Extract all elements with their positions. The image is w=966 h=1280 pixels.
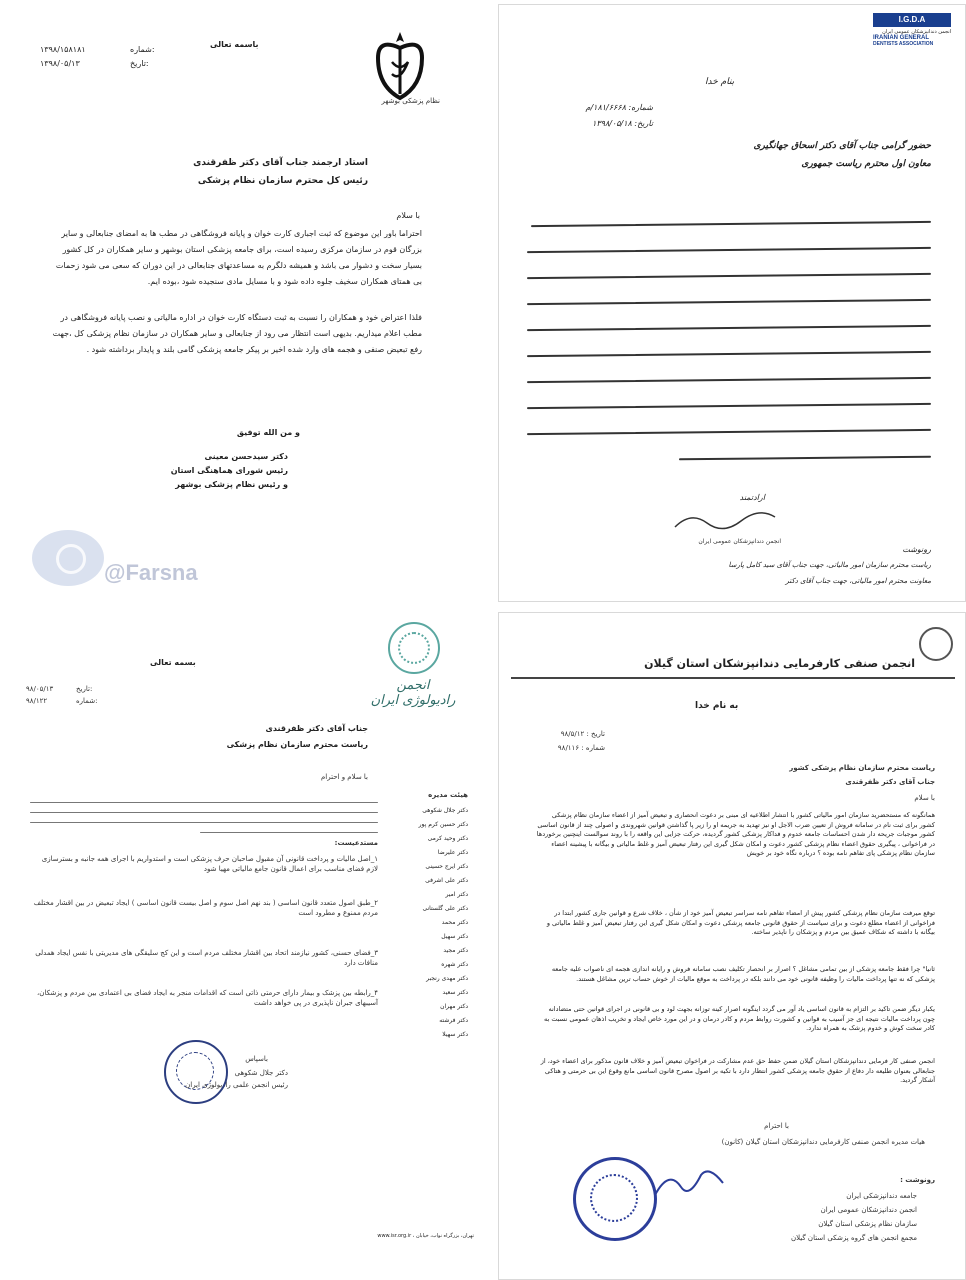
recipient-line-1: استاد ارجمند جناب آقای دکتر ظفرقندی	[193, 158, 368, 168]
cc-label: رونوشت	[902, 545, 931, 554]
watermark-text: @Farsna	[104, 560, 198, 585]
org-name: انجمن رادیولوژی ایران	[370, 678, 456, 708]
signer-title-1: رئیس شورای هماهنگی استان	[170, 466, 288, 475]
body-paragraph-3: ثانیا" چرا فقط جامعه پزشکی از بین تمامی مشاغل ؟ اصرار بر انحصار تکلیف نصب سامانه فروش و رایانه اندازی هجمه ای ناصواب علیه جامعه پزشکی که نه تنها پرداخت مالیات را وظیفه قانونی خود می دانند بلکه در پرداخت به موقع مالیات از خوش حساب ترین مشاغل هستند.	[551, 965, 935, 983]
recipient-line-1: جناب آقای دکتر ظفرقندی	[265, 724, 368, 733]
letter-radiology	[0, 612, 488, 1280]
basmala: بسمه تعالی	[150, 658, 196, 667]
date-value: ۱۳۹۸/۰۵/۱۳	[40, 59, 80, 68]
closing: با احترام	[764, 1122, 789, 1130]
basmala: بنام خدا	[705, 77, 735, 87]
farsna-logo-icon	[32, 530, 104, 586]
recipient-line-2: رئیس کل محترم سازمان نظام پزشکی	[197, 176, 368, 186]
closing: ارادتمند	[739, 493, 765, 502]
date-label: تاریخ:	[76, 685, 93, 693]
board-member: دکتر علیرضا	[437, 849, 468, 856]
recipient-line-2: معاون اول محترم ریاست جمهوری	[801, 159, 931, 169]
body-paragraph-4: یکبار دیگر ضمن تاکید بر التزام به قانون اساسی یاد آور می گردد اینگونه اصرار کینه توزانه بجهت لود و بی قانونی در اجرای قوانین حتی متضادانه چون پرداخت مالیات نتیجه ای جز آسیب به قوانین و کشورت روابط مردم و کادر درمان و در این مورد خاص ایجاد و تخریب اذهان عمومی نسبت به کادر سخت کوش و خدوم پزشک به همراه ندارد.	[543, 1005, 935, 1032]
board-member: دکتر وحید کرمی	[427, 835, 468, 842]
number-value: ۱۳۹۸/۱۵۸۱۸۱	[40, 45, 86, 54]
body-paragraph-1: احتراما باور این موضوع که ثبت اجباری کارت خوان و پایانه فروشگاهی در مطب ها به امضای جنابعالی و سایر بزرگان قوم در سازمان مرکزی رسیده است، برای جامعه پزشکی استان بوشهر و سایر همکاران در کل کشور بسیار سخت و دشوار می باشد و همیشه دلگرم به مساعدتهای جنابعالی در این دوران که سعی می شود زحمات بی همتای همکاران سخیف جلوه داده شود و با مسایل مادی سنجیده شود ،بوده ایم.	[55, 229, 422, 286]
board-member: دکتر امیر	[445, 891, 468, 898]
request-item-4: ۴_رابطه بین پزشک و بیمار دارای حرمتی ذاتی است که اقدامات منجر به ایجاد فضای بی اعتمادی بین مردم و پزشکان، آسیبهای جبران ناپذیری در پی خواهد داشت	[37, 989, 378, 1007]
closing: باسپاس	[245, 1055, 268, 1063]
cc-line-2: معاونت محترم امور مالیاتی، جهت جناب آقای دکتر	[785, 577, 931, 585]
cc-line-1: ریاست محترم سازمان امور مالیاتی، جهت جناب آقای سید کامل پارسا	[728, 561, 931, 569]
board-member: دکتر حسین کرم پور	[418, 821, 468, 828]
number-value: ۹۸/۱۲۲	[26, 697, 48, 705]
board-member: دکتر جلال شکوهی	[422, 807, 468, 814]
footer-address: تهران، بزرگراه نواب، خیابان ، www.isr.org.ir	[377, 1233, 474, 1239]
header-divider	[511, 677, 955, 679]
signer-title: رئیس انجمن علمی رادیولوژی ایران	[185, 1081, 288, 1089]
igda-name-fa: انجمن دندانپزشکان عمومی ایران	[882, 29, 951, 35]
radiology-seal-icon	[164, 1040, 228, 1104]
cc-label: رونوشت :	[900, 1176, 935, 1184]
recipient-line-2: ریاست محترم سازمان نظام پزشکی	[226, 740, 368, 749]
number-label: شماره:	[76, 697, 98, 705]
signature-stamp	[671, 509, 781, 535]
igda-name-en-2: DENTISTS ASSOCIATION	[873, 41, 934, 47]
board-member: دکتر علی اشرفی	[425, 877, 468, 884]
cc-item-2: انجمن دندانپزشکان عمومی ایران	[820, 1206, 917, 1214]
letterhead-title: انجمن صنفی کارفرمایی دندانپزشکان استان گیلان	[644, 657, 915, 670]
request-item-3: ۳_فضای حسنی، کشور نیازمند اتحاد بین اقشار مختلف مردم است و این کج سلیقگی های مدیریتی با نفس ایجاد همدلی منافات دارد	[35, 949, 378, 967]
recipient-line-1: ریاست محترم سازمان نظام پزشکی کشور	[789, 764, 935, 772]
signer: هیات مدیره انجمن صنفی کارفرمایی دندانپزشکان استان گیلان (کانون)	[721, 1138, 925, 1146]
igda-logo	[873, 13, 951, 67]
basmala: باسمه تعالی	[210, 40, 259, 49]
cc-item-3: سازمان نظام پزشکی استان گیلان	[818, 1220, 917, 1228]
gilan-logo-icon	[919, 627, 953, 661]
body-paragraph-2: فلذا اعتراض خود و همکاران را نسبت به ثبت دستگاه کارت خوان در اداره مالیاتی و نصب پایانه فروشگاهی در مطب اعلام میداریم. بدیهی است انتظار می رود از جنابعالی و سایر همکاران در سازمان نظام پزشکی کل ،جهت رفع تبعیض صنفی و هجمه های وارد شده اخیر بر پیکر جامعه پزشکی گامی بلند و پایدار برداشته شود .	[52, 313, 422, 354]
board-member: دکتر علی گلستانی	[422, 905, 468, 912]
board-member: دکتر سهیلا	[442, 1031, 468, 1038]
igda-abbrev: I.G.D.A	[873, 13, 951, 27]
cc-item-1: جامعه دندانپزشکی ایران	[846, 1192, 917, 1200]
greeting: با سلام	[914, 794, 935, 802]
basmala: به نام خدا	[695, 701, 739, 711]
recipient-line-2: جناب آقای دکتر ظفرقندی	[845, 778, 935, 786]
letter-number: شماره : ۹۸/۱۱۶	[557, 744, 605, 752]
board-member: دکتر ایرج حسینی	[425, 863, 468, 870]
board-title: هیئت مدیره	[428, 791, 468, 799]
board-member: دکتر مهدی رنجبر	[426, 975, 468, 982]
body-paragraph-5: انجمن صنفی کار فرمایی دندانپزشکان استان گیلان ضمن حفظ حق عدم مشارکت در فراخوان تبعیض آمیز و خلاف قانون مذکور برای اعضاء خود، از جنابعالی بعنوان طلیعه دار دفاع از حقوق جامعه پزشکی کشور انتظار دارد با تکیه بر اصول مصرح قانون اساسی مانع وقوع این بی حرمتی و هتاکی آشکار گردید.	[540, 1057, 935, 1084]
greeting: با سلام و احترام	[320, 773, 368, 781]
board-member: دکتر سعید	[442, 989, 468, 996]
board-member: دکتر مجید	[443, 947, 468, 954]
board-member: دکتر فرشته	[439, 1017, 468, 1024]
number-label: شماره:	[130, 45, 155, 54]
letter-date: تاریخ: ۱۳۹۸/۰۵/۱۸	[592, 119, 653, 128]
board-member: دکتر محمد	[441, 919, 468, 926]
recipient-line-1: حضور گرامی جناب آقای دکتر اسحاق جهانگیری	[753, 141, 931, 151]
board-member: دکتر مهران	[440, 1003, 468, 1010]
letter-gilan	[498, 612, 966, 1280]
date-label: تاریخ:	[130, 59, 149, 68]
letter-igda	[498, 4, 966, 602]
board-member: دکتر سهیل	[441, 933, 468, 940]
signer-name: دکتر جلال شکوهی	[234, 1069, 288, 1077]
letter-date: تاریخ : ۹۸/۵/۱۲	[560, 730, 605, 738]
signer-title-2: و رئیس نظام پزشکی بوشهر	[175, 480, 288, 489]
letter-number: شماره: ۱۸۱/۶۶۶۸/م	[585, 103, 653, 112]
igda-name-en-1: IRANIAN GENERAL	[873, 35, 930, 41]
cc-item-4: مجمع انجمن های گروه پزشکی استان گیلان	[790, 1234, 917, 1242]
closing: و من الله توفیق	[236, 428, 300, 437]
greeting: با سلام	[396, 211, 420, 220]
gilan-seal-icon	[573, 1157, 657, 1241]
signature-caption: انجمن دندانپزشکان عمومی ایران	[698, 538, 781, 545]
board-member: دکتر شهره	[441, 961, 468, 968]
body-paragraph-1: همانگونه که مستحضرید سازمان امور مالیاتی کشور با انتشار اطلاعیه ای مبنی بر دعوت انحصاری و تبعیض آمیز از اعضاء سازمان نظام پزشکی کشور برای ثبت نام در سامانه فروش از تعیین ضرب الاجل او نیز تهدید به جریمه او را زیر پا گذاشتن قوانین شهروندی و اصولی چند از قانون اساسی کشور موجبات جریحه دار شدن احساسات جامعه خدوم و فداکار پزشکی کشور گردیده، حرکت جزایی این واقعه را با روند سوالست اینچنین برخوردها در فراخوانی ، پیگیری حقوق اعضاء نظام پزشکی کشور دعوت و امکان شکل گیری این رفتار تبعیض آمیز و غلط مالیاتی و بیگانه با پیشینه اعضاء سازمان نظام پزشکی پای تفاهم نامه بوده ؟ درباره نگاه خود بر خویش	[536, 811, 935, 857]
signer-name: دکتر سیدحسن معینی	[204, 452, 288, 461]
org-name: نظام پزشکی بوشهر	[381, 97, 440, 105]
date-value: ۹۸/۰۵/۱۳	[26, 685, 54, 693]
letter-bushehr	[0, 0, 488, 602]
body-paragraph-2: توقع میرفت سازمان نظام پزشکی کشور پیش از امضاء تفاهم نامه سراسر تبعیض آمیز خود از شأن ، خلاف شرع و قوانین جاری کشور ابتدا در فراخوانی از اعضاء مطلع دعوت و برای سیاست از حقوق قانونی جامعه پزشکی دعوت و امکان شکل گیری این رفتار تبعیض آمیز و غلط مالیاتی و بیگانه با داشته که شکاف عمیق بین مردم و پزشکان را ناپذیر ساخته.	[546, 909, 935, 936]
radiology-logo-icon	[388, 622, 440, 674]
board-list	[386, 804, 468, 1042]
request-item-1: ۱_اصل مالیات و پرداخت قانونی آن مقبول صاحبان حرف پزشکی است و استدواریم با اجرای همه جانبه و بسترسازی لازم فضای مناسب برای اعمال قانون جامع مالیاتی مهیا شود	[41, 855, 378, 873]
request-item-2: ۲_طبق اصول متعدد قانون اساسی ( بند نهم اصل سوم و اصل بیست قانون اساسی ) ایجاد تبعیض در بین اقشار مختلف مردم ممنوع و مطرود است	[33, 899, 378, 917]
requests-label: مستدعیست:	[334, 839, 378, 847]
